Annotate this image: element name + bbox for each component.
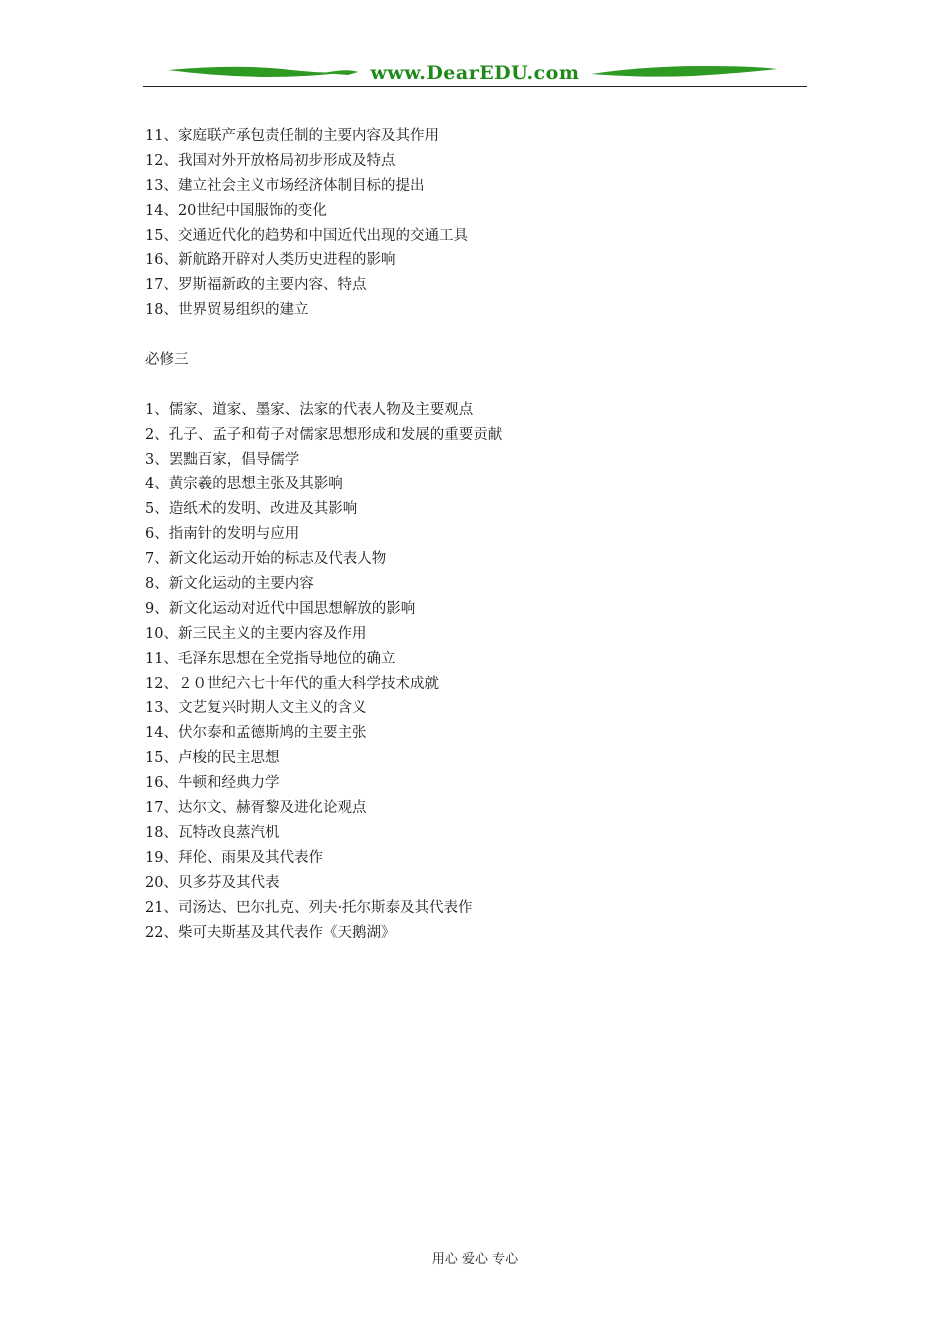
list-item: 5、造纸术的发明、改进及其影响 <box>145 501 358 518</box>
list-item: 12、２０世纪六七十年代的重大科学技术成就 <box>145 675 439 692</box>
list-item: 18、世界贸易组织的建立 <box>145 302 309 319</box>
section-heading: 必修三 <box>145 352 189 369</box>
list-item: 13、建立社会主义市场经济体制目标的提出 <box>145 177 425 194</box>
list-item: 11、家庭联产承包责任制的主要内容及其作用 <box>145 128 439 144</box>
list-item: 7、新文化运动开始的标志及代表人物 <box>145 551 387 568</box>
site-logo: www.DearEDU.com <box>370 62 580 84</box>
list-item: 8、新文化运动的主要内容 <box>145 576 314 593</box>
list-item: 17、罗斯福新政的主要内容、特点 <box>145 277 367 294</box>
list-item: 18、瓦特改良蒸汽机 <box>145 824 280 841</box>
list-item: 22、柴可夫斯基及其代表作《天鹅湖》 <box>145 924 396 941</box>
list-item: 13、文艺复兴时期人文主义的含义 <box>145 700 367 717</box>
list-item: 12、我国对外开放格局初步形成及特点 <box>145 152 396 169</box>
list-item: 9、新文化运动对近代中国思想解放的影响 <box>145 600 416 617</box>
list-item: 21、司汤达、巴尔扎克、列夫·托尔斯泰及其代表作 <box>145 899 473 916</box>
page-footer: 用心 爱心 专心 <box>431 1252 519 1267</box>
list-item: 15、卢梭的民主思想 <box>145 750 280 767</box>
list-item: 6、指南针的发明与应用 <box>145 526 300 543</box>
list-item: 16、新航路开辟对人类历史进程的影响 <box>145 252 396 269</box>
list-item: 2、孔子、孟子和荀子对儒家思想形成和发展的重要贡献 <box>145 426 503 443</box>
list-item: 4、黄宗羲的思想主张及其影响 <box>145 476 343 493</box>
list-item: 10、新三民主义的主要内容及作用 <box>145 625 367 642</box>
list-item: 19、拜伦、雨果及其代表作 <box>145 849 323 866</box>
list-item: 14、伏尔泰和孟德斯鸠的主要主张 <box>145 725 367 742</box>
header-divider <box>143 86 807 87</box>
list-item: 3、罢黜百家，倡导儒学 <box>145 451 300 468</box>
document-body <box>145 124 805 945</box>
list-item: 17、达尔文、赫胥黎及进化论观点 <box>145 800 367 817</box>
topic-list-bixiu-san <box>145 398 805 946</box>
list-item: 15、交通近代化的趋势和中国近代出现的交通工具 <box>145 227 468 244</box>
topic-list-continued <box>145 124 805 323</box>
list-item: 1、儒家、道家、墨家、法家的代表人物及主要观点 <box>145 401 474 418</box>
list-item: 14、20世纪中国服饰的变化 <box>145 202 327 219</box>
list-item: 11、毛泽东思想在全党指导地位的确立 <box>145 650 396 667</box>
page-header <box>143 58 807 88</box>
list-item: 20、贝多芬及其代表 <box>145 874 280 891</box>
list-item: 16、牛顿和经典力学 <box>145 775 280 792</box>
